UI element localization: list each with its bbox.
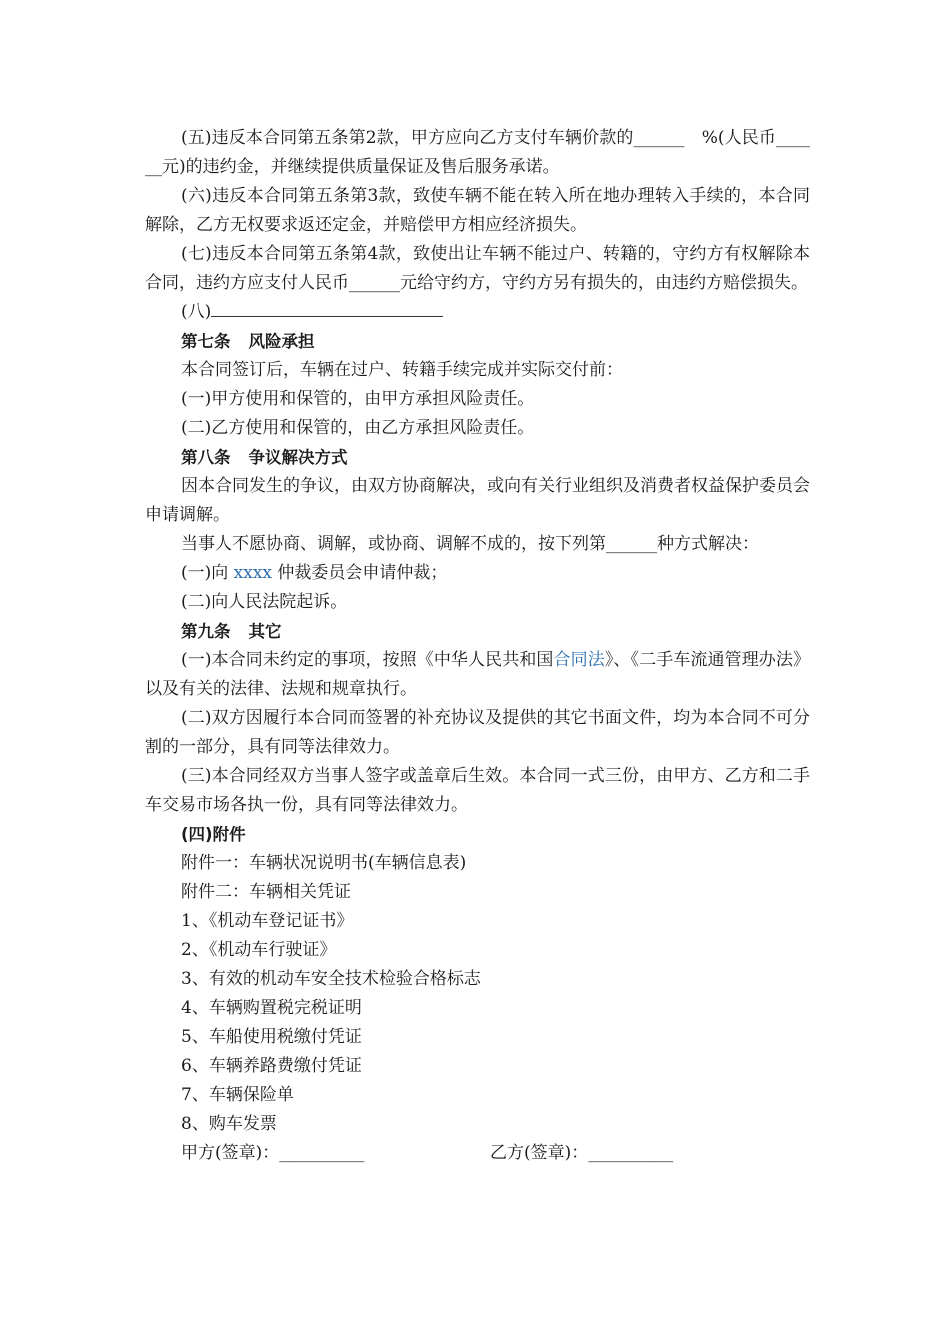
article-9-title: 其它	[248, 622, 282, 641]
article-8-title: 争议解决方式	[248, 448, 348, 467]
attachment-item: 8、购车发票	[181, 1114, 277, 1134]
attachment-item: 附件一：车辆状况说明书(车辆信息表)	[181, 853, 467, 873]
article-8-item-1-prefix: (一)向	[181, 563, 234, 583]
document-body	[145, 124, 810, 1168]
attachment-item: 5、车船使用税缴付凭证	[181, 1027, 362, 1047]
clause-8	[145, 298, 810, 327]
attachment-item: 2、《机动车行驶证》	[181, 940, 337, 960]
article-9-number: 第九条	[181, 622, 231, 641]
article-7-heading	[145, 327, 810, 356]
article-9-heading	[145, 617, 810, 646]
arbitration-link[interactable]: xxxx	[233, 563, 273, 583]
clause-8-label: (八)	[181, 302, 212, 322]
clause-8-blank-line	[211, 298, 443, 317]
article-8-number: 第八条	[181, 448, 231, 467]
signature-row	[145, 1139, 810, 1168]
article-9-item-1	[145, 646, 810, 704]
clause-5: (五)违反本合同第五条第2款，甲方应向乙方支付车辆价款的______ %(人民币______元)的违约金，并继续提供质量保证及售后服务承诺。	[145, 128, 810, 177]
party-a-signature: 甲方(签章)：__________	[181, 1143, 365, 1163]
attachment-item: 4、车辆购置税完税证明	[181, 998, 362, 1018]
article-8-item-1	[145, 559, 810, 588]
attachment-item: 附件二：车辆相关凭证	[181, 882, 351, 902]
article-7-item-2: (二)乙方使用和保管的，由乙方承担风险责任。	[181, 418, 535, 438]
attachment-item: 6、车辆养路费缴付凭证	[181, 1056, 362, 1076]
article-9-item-1-suffix: 》、《二手车流通管理办法》以及有关的法律、法规和规章执行。	[145, 650, 811, 699]
article-9-item-2: (二)双方因履行本合同而签署的补充协议及提供的其它书面文件，均为本合同不可分割的一部分，具有同等法律效力。	[145, 708, 810, 757]
attachment-item: 1、《机动车登记证书》	[181, 911, 354, 931]
clause-7: (七)违反本合同第五条第4款，致使出让车辆不能过户、转籍的，守约方有权解除本合同，违约方应支付人民币______元给守约方，守约方另有损失的，由违约方赔偿损失。	[145, 244, 810, 293]
article-8-paragraph-1: 因本合同发生的争议，由双方协商解决，或向有关行业组织及消费者权益保护委员会申请调解。	[145, 476, 810, 525]
clause-6: (六)违反本合同第五条第3款，致使车辆不能在转入所在地办理转入手续的，本合同解除，乙方无权要求返还定金，并赔偿甲方相应经济损失。	[145, 186, 810, 235]
article-8-heading	[145, 443, 810, 472]
article-8-item-2: (二)向人民法院起诉。	[181, 592, 348, 612]
article-9-item-3: (三)本合同经双方当事人签字或盖章后生效。本合同一式三份，由甲方、乙方和二手车交易市场各执一份，具有同等法律效力。	[145, 766, 810, 815]
party-b-signature: 乙方(签章)：__________	[490, 1143, 674, 1163]
article-7-intro: 本合同签订后，车辆在过户、转籍手续完成并实际交付前：	[181, 360, 623, 380]
attachment-item: 3、有效的机动车安全技术检验合格标志	[181, 969, 481, 989]
article-8-item-1-suffix: 仲裁委员会申请仲裁；	[272, 563, 448, 583]
article-7-title: 风险承担	[248, 332, 315, 351]
attachment-item: 7、车辆保险单	[181, 1085, 294, 1105]
article-7-item-1: (一)甲方使用和保管的，由甲方承担风险责任。	[181, 389, 535, 409]
article-9-item-1-prefix: (一)本合同未约定的事项，按照《中华人民共和国	[181, 650, 554, 670]
attachments-heading: (四)附件	[181, 825, 246, 844]
article-8-paragraph-2: 当事人不愿协商、调解，或协商、调解不成的，按下列第______种方式解决：	[181, 534, 759, 554]
article-7-number: 第七条	[181, 332, 231, 351]
contract-law-link[interactable]: 合同法	[553, 650, 605, 670]
